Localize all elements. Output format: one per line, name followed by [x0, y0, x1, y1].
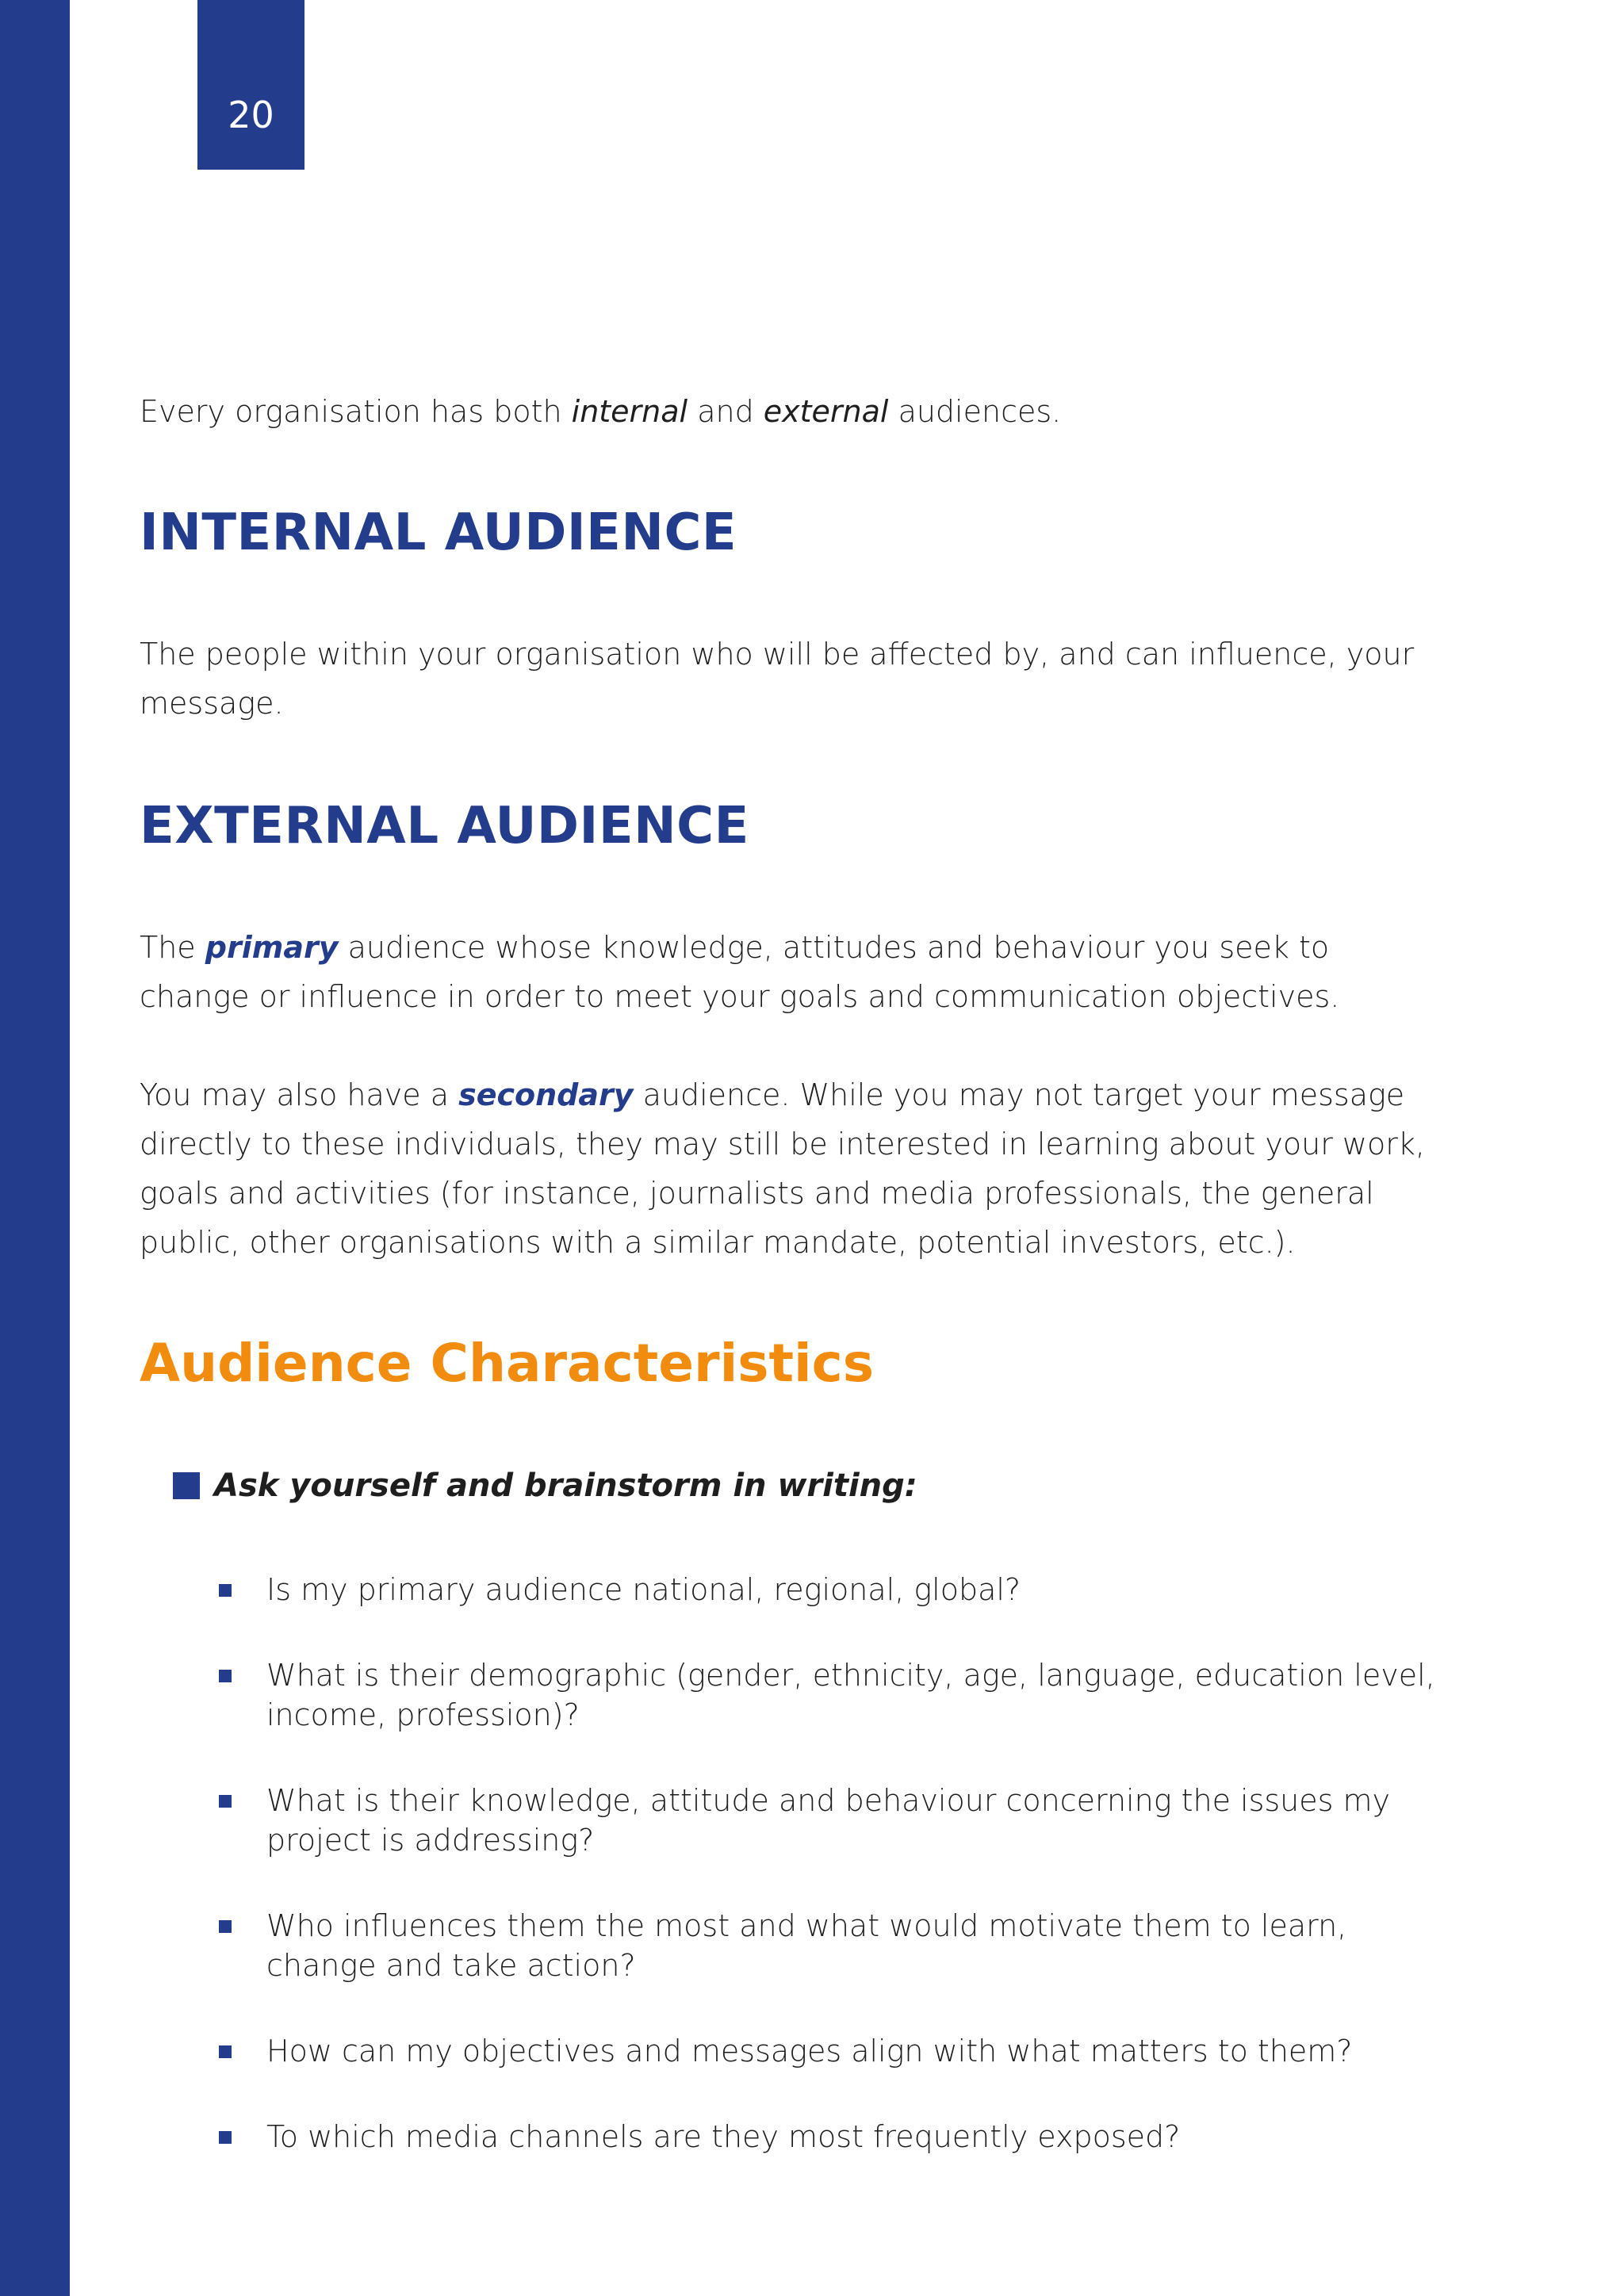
small-square-bullet-icon — [219, 1920, 232, 1933]
small-square-bullet-icon — [219, 2045, 232, 2058]
intro-text-before: Every organisation has both — [140, 394, 572, 429]
primary-audience-line-2: change or influence in order to meet your goals and communication objectives. — [140, 979, 1340, 1014]
intro-text-after: audiences. — [888, 394, 1062, 429]
secondary-text-after: audience. While you may not target your message — [633, 1077, 1405, 1112]
small-square-bullet-icon — [219, 1584, 232, 1597]
question-text — [266, 1906, 1519, 1985]
primary-term: primary — [205, 930, 339, 965]
small-square-bullet-icon — [219, 1795, 232, 1808]
small-square-bullet-icon — [219, 1670, 232, 1682]
question-text — [266, 2117, 1519, 2156]
external-audience-heading: EXTERNAL AUDIENCE — [140, 797, 749, 855]
question-line: How can my objectives and messages align with what matters to them? — [266, 2034, 1353, 2068]
secondary-audience-line-1 — [140, 1070, 1519, 1119]
question-line: income, profession)? — [266, 1697, 580, 1732]
page-number-tab — [197, 0, 304, 170]
internal-audience-heading: INTERNAL AUDIENCE — [140, 503, 737, 562]
primary-text-before: The — [140, 930, 205, 965]
question-line: What is their knowledge, attitude and behaviour concerning the issues my — [266, 1783, 1391, 1818]
secondary-audience-line-4: public, other organisations with a similar mandate, potential investors, etc.). — [140, 1225, 1296, 1260]
intro-internal-term: internal — [571, 394, 688, 429]
page-number: 20 — [228, 94, 274, 136]
ask-yourself-text: Ask yourself and brainstorm in writing: — [214, 1468, 917, 1504]
ask-yourself-prompt — [173, 1464, 917, 1508]
question-line: change and take action? — [266, 1948, 636, 1983]
intro-paragraph — [140, 387, 1519, 436]
left-brand-bar — [0, 0, 70, 2296]
internal-audience-line-2: message. — [140, 686, 284, 721]
square-bullet-icon — [173, 1472, 200, 1499]
question-line: To which media channels are they most frequently exposed? — [266, 2119, 1181, 2154]
question-line: Is my primary audience national, regional, global? — [266, 1572, 1021, 1607]
question-text — [266, 2031, 1519, 2071]
internal-audience-line-1: The people within your organisation who will be affected by, and can influence, your — [140, 637, 1415, 672]
intro-text-middle: and — [688, 394, 764, 429]
question-line: project is addressing? — [266, 1823, 595, 1858]
secondary-text-before: You may also have a — [140, 1077, 459, 1112]
question-text — [266, 1655, 1519, 1735]
intro-external-term: external — [763, 394, 889, 429]
secondary-term: secondary — [458, 1077, 634, 1112]
primary-audience-line-1 — [140, 923, 1519, 972]
audience-characteristics-heading: Audience Characteristics — [140, 1333, 875, 1394]
small-square-bullet-icon — [219, 2131, 232, 2144]
secondary-audience-line-2: directly to these individuals, they may still be interested in learning about your work, — [140, 1127, 1425, 1161]
question-line: Who influences them the most and what would motivate them to learn, — [266, 1908, 1347, 1943]
question-line: What is their demographic (gender, ethnicity, age, language, education level, — [266, 1658, 1435, 1693]
question-text — [266, 1781, 1519, 1860]
secondary-audience-line-3: goals and activities (for instance, journalists and media professionals, the general — [140, 1176, 1374, 1211]
primary-text-after: audience whose knowledge, attitudes and behaviour you seek to — [338, 930, 1330, 965]
question-text — [266, 1570, 1519, 1609]
